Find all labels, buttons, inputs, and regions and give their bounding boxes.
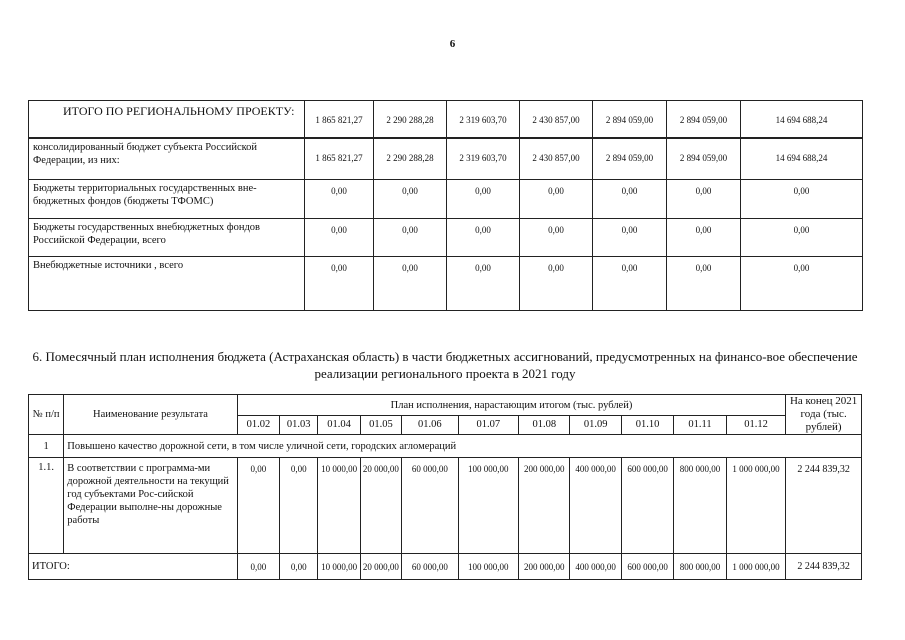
item-value-cell: 10 000,00	[318, 458, 360, 554]
total-value-cell: 600 000,00	[621, 554, 673, 580]
budget-cell: 2 430 857,00	[520, 138, 593, 180]
month-header: 01.05	[360, 416, 401, 435]
budget-table	[28, 100, 863, 311]
month-header: 01.04	[318, 416, 360, 435]
budget-cell: 0,00	[667, 180, 741, 219]
month-header: 01.11	[674, 416, 726, 435]
budget-cell: 0,00	[593, 257, 667, 311]
budget-cell: 0,00	[667, 257, 741, 311]
total-row	[29, 554, 862, 580]
budget-cell: 0,00	[741, 219, 863, 257]
budget-cell: 2 894 059,00	[667, 101, 741, 138]
group-title: Повышено качество дорожной сети, в том числе уличной сети, городских агломераций	[64, 435, 862, 458]
month-header: 01.09	[570, 416, 621, 435]
budget-cell: 0,00	[305, 180, 374, 219]
month-header: 01.06	[402, 416, 458, 435]
total-value-cell: 10 000,00	[318, 554, 360, 580]
budget-cell: 2 290 288,28	[374, 101, 447, 138]
budget-cell: 0,00	[374, 180, 447, 219]
budget-cell: 2 319 603,70	[447, 138, 520, 180]
budget-cell: 2 894 059,00	[593, 101, 667, 138]
budget-row-label: Бюджеты государственных внебюджетных фондов Российской Федерации, всего	[29, 219, 305, 257]
budget-cell: 0,00	[305, 257, 374, 311]
budget-cell: 0,00	[741, 257, 863, 311]
budget-row	[29, 138, 863, 180]
month-header: 01.10	[621, 416, 673, 435]
total-end-cell: 2 244 839,32	[786, 554, 862, 580]
item-value-cell: 800 000,00	[674, 458, 726, 554]
item-number: 1.1.	[29, 458, 64, 554]
monthly-plan-table	[28, 394, 862, 580]
month-header: 01.03	[280, 416, 318, 435]
total-value-cell: 800 000,00	[674, 554, 726, 580]
total-value-cell: 400 000,00	[570, 554, 621, 580]
item-value-cell: 1 000 000,00	[726, 458, 786, 554]
col-plan-header: План исполнения, нарастающим итогом (тыс. рублей)	[237, 395, 786, 416]
budget-row-label: Бюджеты территориальных государственных вне-бюджетных фондов (бюджеты ТФОМС)	[29, 180, 305, 219]
item-value-cell: 100 000,00	[458, 458, 519, 554]
budget-cell: 2 894 059,00	[593, 138, 667, 180]
total-value-cell: 0,00	[237, 554, 279, 580]
header-row-1	[29, 395, 862, 416]
item-value-cell: 0,00	[237, 458, 279, 554]
budget-row	[29, 257, 863, 311]
col-number-header: № п/п	[29, 395, 64, 435]
budget-cell: 2 290 288,28	[374, 138, 447, 180]
budget-cell: 0,00	[520, 257, 593, 311]
budget-row-label: ИТОГО ПО РЕГИОНАЛЬНОМУ ПРОЕКТУ:	[29, 101, 305, 138]
item-total-cell: 2 244 839,32	[786, 458, 862, 554]
budget-row-label: консолидированный бюджет субъекта Российской Федерации, из них:	[29, 138, 305, 180]
budget-cell: 0,00	[593, 180, 667, 219]
budget-cell: 0,00	[305, 219, 374, 257]
group-number: 1	[29, 435, 64, 458]
item-value-cell: 20 000,00	[360, 458, 401, 554]
item-value-cell: 600 000,00	[621, 458, 673, 554]
budget-row	[29, 101, 863, 138]
col-end-header: На конец 2021 года (тыс. рублей)	[786, 395, 862, 435]
budget-cell: 0,00	[520, 180, 593, 219]
total-label: ИТОГО:	[29, 554, 238, 580]
budget-cell: 0,00	[520, 219, 593, 257]
budget-cell: 0,00	[447, 219, 520, 257]
total-value-cell: 200 000,00	[519, 554, 570, 580]
item-value-cell: 0,00	[280, 458, 318, 554]
page-number: 6	[449, 38, 456, 50]
budget-cell: 2 319 603,70	[447, 101, 520, 138]
item-value-cell: 60 000,00	[402, 458, 458, 554]
budget-cell: 0,00	[374, 257, 447, 311]
budget-table-body	[29, 101, 863, 311]
group-row	[29, 435, 862, 458]
col-name-header: Наименование результата	[64, 395, 237, 435]
budget-cell: 0,00	[741, 180, 863, 219]
budget-cell: 0,00	[593, 219, 667, 257]
budget-cell: 0,00	[447, 180, 520, 219]
item-value-cell: 200 000,00	[519, 458, 570, 554]
item-row	[29, 458, 862, 554]
budget-cell: 2 430 857,00	[520, 101, 593, 138]
budget-row-label: Внебюджетные источники , всего	[29, 257, 305, 311]
month-header: 01.02	[237, 416, 279, 435]
budget-cell: 1 865 821,27	[305, 138, 374, 180]
month-header: 01.12	[726, 416, 786, 435]
section-heading: 6. Помесячный план исполнения бюджета (Астраханская область) в части бюджетных ассигнований, предусмотренных на финансо-вое обеспечение реализации регионального проекта в 2021 году	[32, 349, 858, 381]
total-value-cell: 0,00	[280, 554, 318, 580]
total-value-cell: 20 000,00	[360, 554, 401, 580]
budget-cell: 0,00	[667, 219, 741, 257]
budget-row	[29, 180, 863, 219]
budget-cell: 0,00	[447, 257, 520, 311]
item-name: В соответствии с программа-ми дорожной деятельности на текущий год субъектами Рос-сийской Федерации выполне-ны дорожные работы	[64, 458, 237, 554]
budget-cell: 14 694 688,24	[741, 101, 863, 138]
total-value-cell: 60 000,00	[402, 554, 458, 580]
total-value-cell: 1 000 000,00	[726, 554, 786, 580]
budget-cell: 2 894 059,00	[667, 138, 741, 180]
budget-cell: 0,00	[374, 219, 447, 257]
total-value-cell: 100 000,00	[458, 554, 519, 580]
month-header: 01.08	[519, 416, 570, 435]
month-header: 01.07	[458, 416, 519, 435]
budget-cell: 14 694 688,24	[741, 138, 863, 180]
budget-cell: 1 865 821,27	[305, 101, 374, 138]
budget-row	[29, 219, 863, 257]
item-value-cell: 400 000,00	[570, 458, 621, 554]
